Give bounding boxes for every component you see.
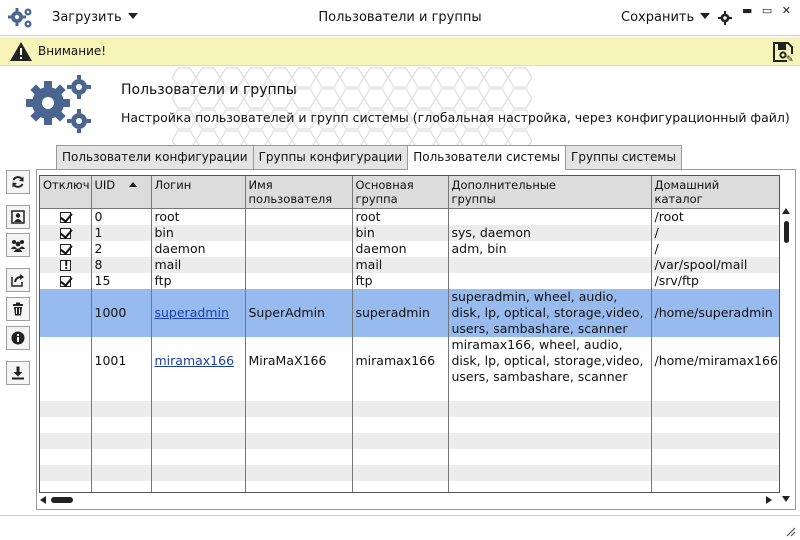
empty-row xyxy=(40,433,780,449)
disabled-cell[interactable] xyxy=(40,289,91,337)
info-button[interactable] xyxy=(6,326,30,350)
column-disabled[interactable]: Отключ xyxy=(40,176,91,209)
horizontal-scroll-thumb[interactable] xyxy=(51,497,73,503)
login-link[interactable]: superadmin xyxy=(154,305,229,320)
user-name-cell: MiraMaX166 xyxy=(245,337,352,385)
extra-groups-cell xyxy=(448,257,651,273)
home-dir-cell: / xyxy=(651,241,780,257)
primary-group-cell: ftp xyxy=(352,273,448,289)
window-title: Пользователи и группы xyxy=(318,10,482,25)
extra-groups-cell: miramax166, wheel, audio, disk, lp, optical, storage,video, users, sambashare, scanner xyxy=(448,337,651,385)
horizontal-scrollbar[interactable] xyxy=(39,494,780,506)
column-home-dir[interactable]: Домашний каталог xyxy=(651,176,780,209)
column-primary-group[interactable]: Основная группа xyxy=(352,176,448,209)
home-dir-cell: /srv/ftp xyxy=(651,273,780,289)
users-groups-gears-icon xyxy=(24,73,94,137)
home-dir-cell: /home/miramax166 xyxy=(651,337,780,385)
uid-cell: 2 xyxy=(91,241,151,257)
home-dir-cell: /home/superadmin xyxy=(651,289,780,337)
extra-groups-cell: adm, bin xyxy=(448,241,651,257)
user-name-cell xyxy=(245,257,352,273)
primary-group-cell: mail xyxy=(352,257,448,273)
login-cell: daemon xyxy=(151,241,245,257)
save-menu-label: Сохранить xyxy=(621,10,695,25)
warning-icon xyxy=(10,42,32,61)
tab-config-groups[interactable]: Группы конфигурации xyxy=(253,145,409,169)
home-dir-cell: /var/spool/mail xyxy=(651,257,780,273)
extra-groups-cell: superadmin, wheel, audio, disk, lp, optical, storage,video, users, sambashare, scanner xyxy=(448,289,651,337)
refresh-icon xyxy=(11,175,25,189)
table-row[interactable] xyxy=(40,225,780,241)
scroll-left-arrow-icon[interactable] xyxy=(40,496,46,504)
refresh-button[interactable] xyxy=(6,170,30,194)
load-menu[interactable] xyxy=(52,10,138,25)
extra-groups-cell xyxy=(448,273,651,289)
page-subtitle: Настройка пользователей и групп системы (глобальная настройка, через конфигурационный файл) xyxy=(121,110,790,125)
login-cell[interactable] xyxy=(151,289,245,337)
user-card-icon xyxy=(11,210,25,224)
column-login[interactable]: Логин xyxy=(151,176,245,209)
users-group-icon xyxy=(10,238,26,252)
empty-row xyxy=(40,385,780,401)
delete-button[interactable] xyxy=(6,297,30,321)
disabled-cell[interactable] xyxy=(40,257,91,273)
login-link[interactable]: miramax166 xyxy=(154,353,235,368)
extra-groups-cell: sys, daemon xyxy=(448,225,651,241)
checkbox-checked-icon[interactable] xyxy=(60,212,71,223)
load-menu-label: Загрузить xyxy=(52,10,122,25)
table-header xyxy=(40,176,780,209)
user-name-cell xyxy=(245,209,352,226)
user-name-cell: SuperAdmin xyxy=(245,289,352,337)
tab-system-groups[interactable]: Группы системы xyxy=(565,145,682,169)
primary-group-cell: bin xyxy=(352,225,448,241)
info-icon xyxy=(11,331,25,345)
title-bar xyxy=(0,0,800,36)
tab-bar xyxy=(56,145,681,169)
uid-cell: 8 xyxy=(91,257,151,273)
empty-row xyxy=(40,417,780,433)
page-header xyxy=(0,67,800,145)
primary-group-cell: root xyxy=(352,209,448,226)
checkbox-checked-icon[interactable] xyxy=(60,228,71,239)
vertical-scrollbar[interactable] xyxy=(781,175,793,493)
login-cell: root xyxy=(151,209,245,226)
disabled-cell[interactable] xyxy=(40,241,91,257)
checkbox-warning-icon[interactable] xyxy=(60,260,71,271)
users-group-button[interactable] xyxy=(6,233,30,257)
login-cell: mail xyxy=(151,257,245,273)
tab-system-users[interactable]: Пользователи системы xyxy=(407,145,566,170)
hex-pattern-decoration xyxy=(172,67,532,145)
empty-row xyxy=(40,449,780,465)
page-title: Пользователи и группы xyxy=(121,82,297,98)
uid-cell: 0 xyxy=(91,209,151,226)
extra-groups-cell xyxy=(448,209,651,226)
empty-row xyxy=(40,481,780,493)
users-table xyxy=(39,175,780,493)
checkbox-checked-icon[interactable] xyxy=(60,276,71,287)
sort-ascending-icon xyxy=(129,182,137,187)
warning-text: Внимание! xyxy=(38,44,107,58)
disabled-cell[interactable] xyxy=(40,273,91,289)
primary-group-cell: superadmin xyxy=(352,289,448,337)
table-row[interactable] xyxy=(40,337,780,385)
disabled-cell[interactable] xyxy=(40,337,91,385)
status-bar xyxy=(0,515,800,540)
home-dir-cell: /root xyxy=(651,209,780,226)
tab-config-users[interactable]: Пользователи конфигурации xyxy=(56,145,254,169)
user-name-cell xyxy=(245,241,352,257)
chevron-down-icon xyxy=(128,13,138,19)
table-row-selected[interactable] xyxy=(40,289,780,337)
uid-cell: 15 xyxy=(91,273,151,289)
save-disk-icon[interactable] xyxy=(772,41,794,63)
scroll-up-arrow-icon[interactable] xyxy=(782,208,790,214)
uid-cell: 1000 xyxy=(91,289,151,337)
download-icon xyxy=(11,366,25,380)
table-row[interactable] xyxy=(40,209,780,226)
scroll-right-arrow-icon[interactable] xyxy=(766,496,772,504)
table-row[interactable] xyxy=(40,273,780,289)
table-row[interactable] xyxy=(40,257,780,273)
window-controls[interactable]: ▬ ▭ ✕ xyxy=(742,4,794,17)
user-name-cell xyxy=(245,273,352,289)
column-user-name[interactable]: Имя пользователя xyxy=(245,176,352,209)
primary-group-cell: miramax166 xyxy=(352,337,448,385)
save-menu[interactable] xyxy=(621,10,710,25)
empty-row xyxy=(40,465,780,481)
scroll-down-arrow-icon[interactable] xyxy=(782,496,790,502)
disabled-cell[interactable] xyxy=(40,225,91,241)
settings-gear-icon[interactable] xyxy=(718,11,732,25)
vertical-scroll-thumb[interactable] xyxy=(784,221,789,243)
user-card-button[interactable] xyxy=(6,205,30,229)
user-name-cell xyxy=(245,225,352,241)
checkbox-checked-icon[interactable] xyxy=(60,244,71,255)
disabled-cell[interactable] xyxy=(40,209,91,226)
warning-bar xyxy=(0,37,800,66)
export-button[interactable] xyxy=(6,268,30,292)
login-cell: bin xyxy=(151,225,245,241)
trash-icon xyxy=(11,302,25,316)
uid-cell: 1001 xyxy=(91,337,151,385)
primary-group-cell: daemon xyxy=(352,241,448,257)
share-export-icon xyxy=(11,273,25,287)
system-users-panel xyxy=(36,169,796,510)
home-dir-cell: / xyxy=(651,225,780,241)
empty-row xyxy=(40,401,780,417)
table-row[interactable] xyxy=(40,241,780,257)
login-cell[interactable] xyxy=(151,337,245,385)
app-gears-icon[interactable] xyxy=(8,7,34,29)
uid-cell: 1 xyxy=(91,225,151,241)
column-uid[interactable]: UID xyxy=(91,176,151,209)
resize-grip-icon[interactable] xyxy=(784,525,796,537)
download-button[interactable] xyxy=(6,361,30,385)
svg-text:✎: ✎ xyxy=(786,55,794,63)
login-cell: ftp xyxy=(151,273,245,289)
column-extra-groups[interactable]: Дополнительные группы xyxy=(448,176,651,209)
chevron-down-icon xyxy=(700,13,710,19)
